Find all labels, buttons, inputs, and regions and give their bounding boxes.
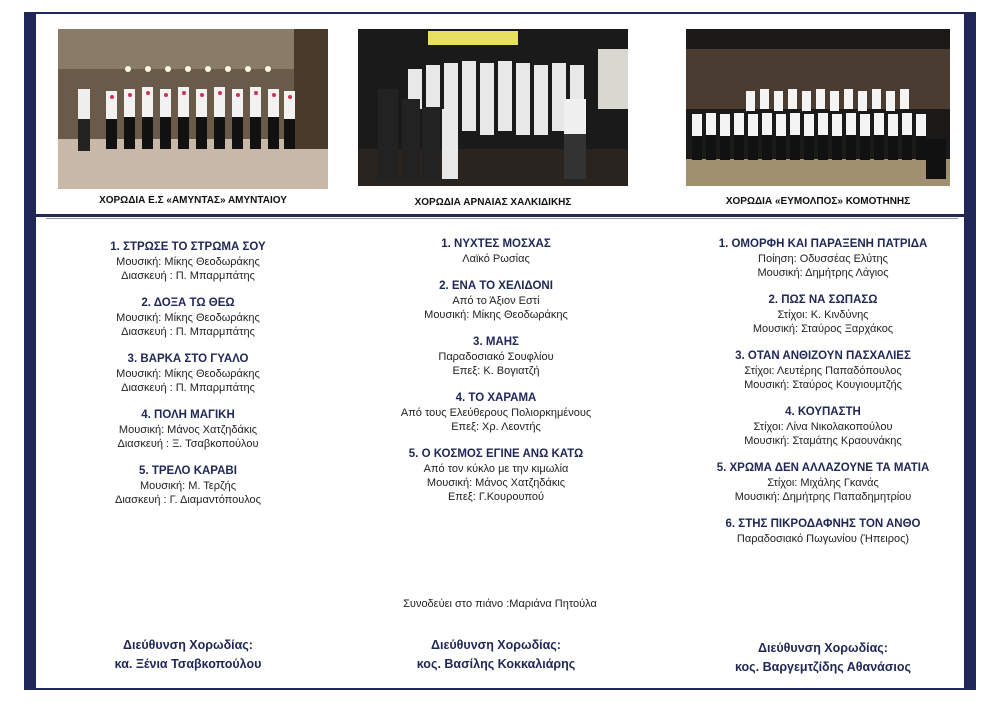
song-credit: Από τον κύκλο με την κιμωλία: [423, 463, 569, 475]
frame-left-bar: [24, 12, 36, 690]
song-credit: Διασκευή : Π. Μπαρμπάτης: [121, 270, 255, 282]
choir-director-2: [366, 636, 626, 674]
director-name: κα. Ξένια Τσαβκοπούλου: [114, 657, 262, 671]
song-item: [58, 464, 318, 507]
frame-top-border: [24, 12, 976, 14]
song-credit: Μουσική: Σταύρος Κουγιουμτζής: [744, 379, 902, 391]
song-credit: Λαϊκό Ρωσίας: [462, 253, 530, 265]
song-title: 5. Ο ΚΟΣΜΟΣ ΕΓΙΝΕ ΑΝΩ ΚΑΤΩ: [408, 448, 584, 460]
choir-director-3: [686, 639, 960, 677]
song-credit: Μουσική: Δημήτρης Λάγιος: [757, 267, 889, 279]
frame-bottom-border: [24, 688, 976, 690]
song-item: [686, 349, 960, 392]
song-credit: Παραδοσιακό Πωγωνίου (Ήπειρος): [736, 533, 910, 545]
song-title: 1. ΝΥΧΤΕΣ ΜΟΣΧΑΣ: [441, 238, 551, 250]
song-title: 4. ΚΟΥΠΑΣΤΗ: [785, 406, 861, 418]
song-item: [366, 237, 626, 266]
song-item: [686, 517, 960, 546]
section-divider: [36, 214, 964, 217]
song-credit: Από το Άξιον Εστί: [452, 295, 540, 307]
song-item: [686, 237, 960, 280]
song-credit: Διασκευή : Γ. Διαμαντόπουλος: [115, 494, 261, 506]
song-credit: Διασκευή : Ξ. Τσαβκοπούλου: [117, 438, 259, 450]
song-credit: Μουσική: Μίκης Θεοδωράκης: [116, 368, 260, 380]
song-credit: Επεξ: Χρ. Λεοντής: [451, 421, 541, 433]
song-title: 3. ΟΤΑΝ ΑΝΘΙΖΟΥΝ ΠΑΣΧΑΛΙΕΣ: [735, 350, 911, 362]
song-title: 6. ΣΤΗΣ ΠΙΚΡΟΔΑΦΝΗΣ ΤΟΝ ΑΝΘΟ: [725, 518, 921, 530]
song-credit: Μουσική: Μάνος Χατζηδάκις: [426, 477, 566, 489]
song-title: 5. ΤΡΕΛΟ ΚΑΡΑΒΙ: [139, 465, 237, 477]
song-title: 5. ΧΡΩΜΑ ΔΕΝ ΑΛΛΑΖΟΥΝΕ ΤΑ ΜΑΤΙΑ: [716, 462, 930, 474]
song-credit: Από τους Ελεύθερους Πολιορκημένους: [400, 407, 592, 419]
director-name: κος. Βασίλης Κοκκαλιάρης: [416, 657, 576, 671]
song-credit: Διασκευή : Π. Μπαρμπάτης: [121, 382, 255, 394]
song-credit: Μουσική: Μίκης Θεοδωράκης: [116, 256, 260, 268]
song-credit: Μουσική: Σταύρος Ξαρχάκος: [752, 323, 894, 335]
director-label: Διεύθυνση Χορωδίας:: [758, 641, 888, 655]
song-item: [366, 279, 626, 322]
photo-caption-2: ΧΟΡΩΔΙΑ ΑΡΝΑΙΑΣ ΧΑΛΚΙΔΙΚΗΣ: [414, 197, 572, 208]
photo-caption-3: ΧΟΡΩΔΙΑ «ΕΥΜΟΛΠΟΣ» ΚΟΜΟΤΗΝΗΣ: [725, 196, 911, 207]
song-item: [366, 447, 626, 504]
song-credit: Στίχοι: Μιχάλης Γκανάς: [767, 477, 879, 489]
choir-photo-komotini: [686, 29, 950, 186]
song-title: 3. ΜΑΗΣ: [473, 336, 519, 348]
song-title: 4. ΠΟΛΗ ΜΑΓΙΚΗ: [141, 409, 235, 421]
section-divider-thin: [46, 218, 958, 219]
song-credit: Στίχοι: Λίνα Νικολακοπούλου: [753, 421, 893, 433]
song-credit: Στίχοι: Λευτέρης Παπαδόπουλος: [744, 365, 902, 377]
song-item: [58, 352, 318, 395]
choir-photo-amyntaio: [58, 29, 328, 189]
song-credit: Μουσική: Μίκης Θεοδωράκης: [116, 312, 260, 324]
choir-photo-arnaia: [358, 29, 628, 186]
song-title: 3. ΒΑΡΚΑ ΣΤΟ ΓΥΑΛΟ: [127, 353, 249, 365]
song-item: [686, 405, 960, 448]
song-credit: Μουσική: Μ. Τερζής: [139, 480, 237, 492]
song-item: [686, 461, 960, 504]
song-title: 1. ΟΜΟΡΦΗ ΚΑΙ ΠΑΡΑΞΕΝΗ ΠΑΤΡΙΔΑ: [718, 238, 928, 250]
song-item: [58, 408, 318, 451]
song-credit: Μουσική: Μάνος Χατζηδάκις: [118, 424, 258, 436]
song-title: 2. ΠΩΣ ΝΑ ΣΩΠΑΣΩ: [768, 294, 878, 306]
song-item: [58, 296, 318, 339]
song-credit: Μουσική: Δημήτρης Παπαδημητρίου: [734, 491, 912, 503]
director-name: κος. Βαργεμτζίδης Αθανάσιος: [734, 660, 912, 674]
program-column-3: [686, 237, 960, 559]
program-column-1: [58, 240, 318, 520]
song-title: 2. ΕΝΑ ΤΟ ΧΕΛΙΔΟΝΙ: [439, 280, 553, 292]
song-credit: Επεξ: Γ.Κουρουπού: [447, 491, 545, 503]
song-item: [58, 240, 318, 283]
program-column-2: [366, 237, 626, 517]
song-credit: Στίχοι: Κ. Κινδύνης: [777, 309, 869, 321]
song-title: 2. ΔΟΞΑ ΤΩ ΘΕΩ: [141, 297, 235, 309]
song-title: 4. ΤΟ ΧΑΡΑΜΑ: [455, 392, 537, 404]
song-item: [366, 391, 626, 434]
song-credit: Παραδοσιακό Σουφλίου: [438, 351, 554, 363]
song-credit: Μουσική: Μίκης Θεοδωράκης: [424, 309, 568, 321]
frame-right-bar: [964, 12, 976, 690]
song-title: 1. ΣΤΡΩΣΕ ΤΟ ΣΤΡΩΜΑ ΣΟΥ: [110, 241, 266, 253]
song-item: [686, 293, 960, 336]
photo-caption-1: ΧΟΡΩΔΙΑ Ε.Σ «ΑΜΥΝΤΑΣ» ΑΜΥΝΤΑΙΟΥ: [99, 195, 287, 206]
piano-accompaniment-note: Συνοδεύει στο πιάνο :Μαριάνα Πητούλα: [403, 598, 597, 610]
song-item: [366, 335, 626, 378]
choir-director-1: [58, 636, 318, 674]
director-label: Διεύθυνση Χορωδίας:: [123, 638, 253, 652]
song-credit: Διασκευή : Π. Μπαρμπάτης: [121, 326, 255, 338]
song-credit: Ποίηση: Οδυσσέας Ελύτης: [758, 253, 888, 265]
song-credit: Επεξ: Κ. Βογιατζή: [452, 365, 540, 377]
song-credit: Μουσική: Σταμάτης Κραουνάκης: [744, 435, 902, 447]
director-label: Διεύθυνση Χορωδίας:: [431, 638, 561, 652]
